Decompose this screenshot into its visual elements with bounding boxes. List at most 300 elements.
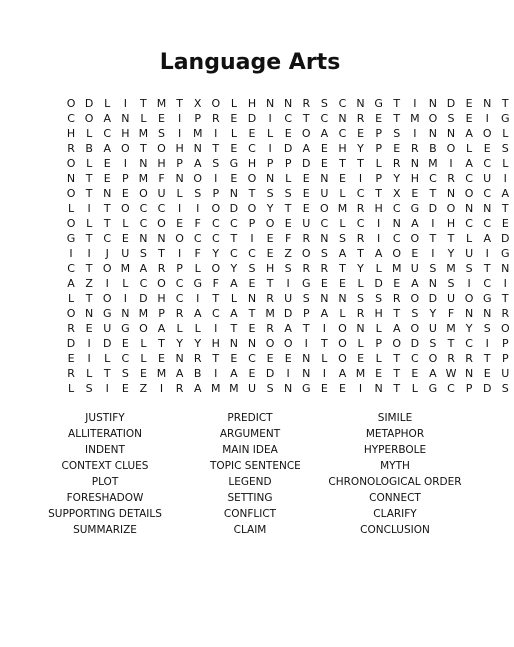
- grid-letter: Y: [465, 322, 473, 335]
- grid-letter: N: [103, 187, 112, 200]
- grid-letter: N: [265, 97, 275, 110]
- grid-letter: G: [501, 112, 510, 125]
- grid-letter: B: [193, 367, 202, 380]
- grid-letter: H: [338, 142, 347, 155]
- grid-letter: M: [337, 202, 348, 215]
- word-list-item: SETTING: [227, 492, 273, 504]
- grid-letter: N: [193, 142, 202, 155]
- grid-letter: C: [483, 187, 492, 200]
- grid-letter: E: [230, 352, 238, 365]
- grid-letter: A: [374, 247, 383, 260]
- grid-letter: A: [103, 142, 111, 155]
- grid-letter: G: [121, 322, 130, 335]
- grid-letter: C: [230, 217, 238, 230]
- grid-letter: C: [175, 292, 184, 305]
- word-list-item: JUSTIFY: [85, 412, 125, 424]
- grid-letter: T: [85, 292, 93, 305]
- word-list-item: CONFLICT: [223, 508, 277, 520]
- grid-letter: C: [465, 172, 473, 185]
- grid-letter: L: [140, 112, 147, 125]
- grid-letter: T: [375, 187, 382, 200]
- grid-letter: M: [229, 382, 239, 395]
- grid-letter: G: [66, 232, 76, 245]
- grid-letter: U: [446, 292, 456, 305]
- word-list-item: FORESHADOW: [66, 492, 144, 504]
- grid-letter: O: [211, 202, 221, 215]
- grid-letter: C: [483, 157, 492, 170]
- grid-letter: E: [121, 382, 129, 395]
- grid-letter: C: [139, 217, 148, 230]
- grid-letter: T: [302, 112, 310, 125]
- grid-letter: N: [175, 172, 184, 185]
- grid-letter: P: [375, 127, 382, 140]
- grid-letter: G: [302, 277, 311, 290]
- grid-letter: A: [284, 322, 292, 335]
- grid-row: [62, 306, 514, 321]
- grid-letter: M: [138, 172, 149, 185]
- grid-letter: O: [265, 337, 275, 350]
- grid-letter: G: [501, 247, 510, 260]
- grid-letter: L: [230, 292, 237, 305]
- grid-letter: S: [85, 382, 93, 395]
- grid-letter: O: [464, 292, 474, 305]
- grid-letter: M: [428, 157, 438, 170]
- grid-letter: N: [320, 232, 329, 245]
- grid-letter: Y: [194, 337, 202, 350]
- grid-letter: E: [357, 352, 365, 365]
- grid-letter: P: [501, 337, 509, 350]
- grid-letter: S: [501, 382, 509, 395]
- grid-letter: M: [446, 322, 456, 335]
- grid-letter: E: [320, 277, 328, 290]
- grid-letter: E: [248, 322, 256, 335]
- grid-letter: N: [410, 157, 419, 170]
- grid-letter: P: [284, 157, 292, 170]
- grid-letter: U: [483, 172, 492, 185]
- grid-letter: I: [413, 97, 417, 110]
- grid-letter: P: [375, 337, 382, 350]
- grid-letter: E: [158, 352, 165, 365]
- grid-letter: T: [103, 217, 111, 230]
- word-list-row: [0, 506, 500, 522]
- grid-row: [62, 141, 514, 156]
- grid-letter: T: [429, 187, 437, 200]
- grid-letter: G: [302, 382, 311, 395]
- grid-letter: L: [339, 217, 346, 230]
- grid-letter: O: [320, 202, 329, 215]
- grid-letter: R: [211, 112, 220, 125]
- grid-letter: X: [392, 187, 401, 200]
- grid-letter: P: [375, 172, 382, 185]
- grid-row: [62, 246, 514, 261]
- grid-letter: I: [467, 277, 471, 290]
- grid-letter: N: [121, 307, 130, 320]
- grid-letter: I: [87, 247, 91, 260]
- grid-row: [62, 276, 514, 291]
- grid-letter: U: [284, 292, 293, 305]
- grid-letter: A: [157, 322, 166, 335]
- grid-letter: T: [393, 307, 401, 320]
- grid-letter: P: [212, 187, 220, 200]
- grid-letter: C: [230, 247, 238, 260]
- grid-letter: N: [483, 307, 492, 320]
- grid-letter: L: [466, 232, 473, 245]
- word-search-grid: [62, 96, 514, 396]
- grid-letter: E: [483, 142, 491, 155]
- grid-letter: R: [356, 307, 365, 320]
- grid-letter: L: [502, 157, 509, 170]
- grid-letter: O: [66, 157, 76, 170]
- grid-letter: E: [338, 382, 346, 395]
- grid-letter: O: [120, 202, 130, 215]
- grid-letter: A: [465, 127, 473, 140]
- grid-letter: N: [284, 97, 293, 110]
- grid-letter: N: [320, 172, 329, 185]
- grid-letter: E: [85, 322, 93, 335]
- grid-letter: P: [248, 217, 256, 230]
- word-list-item: ARGUMENT: [219, 428, 281, 440]
- grid-letter: H: [211, 337, 220, 350]
- grid-letter: L: [230, 97, 237, 110]
- grid-letter: P: [122, 172, 129, 185]
- grid-letter: D: [410, 337, 420, 350]
- grid-letter: C: [157, 202, 166, 215]
- grid-letter: T: [176, 97, 183, 110]
- grid-letter: E: [501, 217, 509, 230]
- grid-letter: E: [357, 127, 365, 140]
- grid-letter: T: [339, 262, 346, 275]
- grid-letter: T: [302, 322, 310, 335]
- grid-letter: E: [67, 352, 75, 365]
- grid-letter: Y: [429, 307, 437, 320]
- grid-letter: B: [85, 142, 93, 155]
- word-list-item: CONNECT: [369, 492, 421, 504]
- grid-letter: E: [411, 367, 419, 380]
- grid-letter: G: [410, 202, 420, 215]
- grid-letter: N: [446, 187, 456, 200]
- grid-letter: D: [501, 232, 510, 245]
- grid-letter: H: [157, 157, 166, 170]
- grid-letter: R: [193, 352, 202, 365]
- grid-letter: I: [268, 112, 272, 125]
- grid-letter: C: [248, 247, 256, 260]
- grid-letter: O: [301, 247, 311, 260]
- grid-letter: O: [301, 127, 311, 140]
- grid-letter: E: [375, 112, 383, 125]
- grid-letter: S: [320, 247, 328, 260]
- grid-letter: N: [446, 127, 456, 140]
- grid-letter: D: [102, 337, 112, 350]
- grid-letter: E: [266, 352, 274, 365]
- grid-letter: N: [247, 337, 257, 350]
- grid-letter: I: [503, 277, 507, 290]
- grid-letter: N: [501, 262, 510, 275]
- grid-letter: Z: [85, 277, 93, 290]
- grid-letter: R: [266, 322, 274, 335]
- grid-letter: T: [158, 247, 165, 260]
- grid-letter: I: [268, 142, 272, 155]
- grid-row: [62, 321, 514, 336]
- grid-row: [62, 366, 514, 381]
- grid-letter: C: [392, 232, 401, 245]
- grid-letter: N: [464, 367, 474, 380]
- grid-letter: C: [447, 382, 455, 395]
- grid-letter: O: [247, 172, 257, 185]
- grid-letter: R: [411, 142, 419, 155]
- grid-letter: L: [104, 352, 111, 365]
- grid-letter: C: [338, 97, 347, 110]
- grid-letter: N: [428, 127, 438, 140]
- grid-letter: E: [230, 112, 238, 125]
- grid-letter: I: [105, 382, 109, 395]
- word-list-item: CONTEXT CLUES: [61, 460, 149, 472]
- grid-row: [62, 171, 514, 186]
- page-title: Language Arts: [159, 50, 341, 75]
- grid-letter: S: [393, 127, 401, 140]
- grid-row: [62, 111, 514, 126]
- grid-letter: D: [446, 97, 456, 110]
- grid-letter: F: [212, 277, 219, 290]
- grid-letter: O: [66, 187, 76, 200]
- grid-letter: L: [122, 277, 129, 290]
- grid-letter: I: [286, 277, 290, 290]
- grid-letter: I: [177, 112, 182, 125]
- grid-letter: S: [284, 187, 292, 200]
- grid-letter: A: [193, 157, 202, 170]
- grid-letter: S: [158, 127, 165, 140]
- grid-letter: I: [214, 367, 218, 380]
- grid-letter: E: [248, 277, 256, 290]
- grid-letter: L: [285, 172, 292, 185]
- grid-row: [62, 186, 514, 201]
- grid-letter: T: [230, 322, 238, 335]
- grid-letter: E: [103, 172, 111, 185]
- grid-letter: Y: [357, 262, 364, 275]
- grid-letter: S: [121, 367, 129, 380]
- grid-letter: O: [410, 232, 420, 245]
- grid-letter: N: [265, 172, 275, 185]
- grid-letter: L: [176, 187, 183, 200]
- word-list-row: [0, 522, 500, 538]
- grid-letter: R: [320, 262, 329, 275]
- grid-letter: N: [121, 112, 130, 125]
- grid-letter: I: [87, 202, 91, 215]
- grid-letter: S: [266, 187, 274, 200]
- grid-letter: D: [283, 307, 293, 320]
- grid-letter: N: [428, 97, 438, 110]
- grid-letter: S: [447, 112, 455, 125]
- grid-letter: T: [393, 112, 401, 125]
- grid-letter: M: [138, 307, 149, 320]
- grid-letter: S: [212, 157, 220, 170]
- grid-letter: I: [177, 202, 182, 215]
- grid-letter: A: [139, 262, 148, 275]
- grid-letter: C: [483, 277, 492, 290]
- grid-letter: U: [320, 187, 329, 200]
- grid-letter: E: [320, 157, 328, 170]
- grid-letter: C: [410, 352, 419, 365]
- grid-letter: E: [338, 172, 346, 185]
- grid-letter: I: [358, 172, 363, 185]
- grid-letter: T: [85, 232, 93, 245]
- grid-letter: C: [175, 277, 184, 290]
- grid-letter: D: [374, 277, 383, 290]
- grid-letter: I: [377, 232, 381, 245]
- word-list-item: MYTH: [380, 460, 410, 472]
- grid-letter: N: [66, 172, 76, 185]
- grid-letter: U: [428, 322, 437, 335]
- grid-letter: T: [103, 367, 111, 380]
- grid-letter: T: [429, 232, 437, 245]
- grid-letter: E: [465, 112, 473, 125]
- grid-letter: O: [157, 142, 166, 155]
- grid-letter: E: [302, 202, 310, 215]
- grid-letter: O: [410, 292, 420, 305]
- grid-letter: S: [284, 262, 292, 275]
- grid-letter: O: [392, 337, 402, 350]
- grid-letter: A: [429, 367, 437, 380]
- grid-letter: U: [157, 187, 166, 200]
- grid-letter: T: [501, 202, 509, 215]
- grid-letter: E: [121, 337, 129, 350]
- grid-letter: C: [103, 232, 112, 245]
- grid-letter: N: [284, 382, 293, 395]
- grid-letter: D: [66, 337, 76, 350]
- grid-letter: P: [176, 262, 183, 275]
- grid-letter: I: [196, 202, 200, 215]
- grid-letter: C: [465, 337, 473, 350]
- grid-letter: A: [175, 367, 184, 380]
- word-list-item: CHRONOLOGICAL ORDER: [328, 476, 462, 488]
- grid-letter: U: [465, 247, 474, 260]
- grid-letter: E: [483, 367, 491, 380]
- grid-letter: N: [157, 232, 166, 245]
- word-list-item: PLOT: [91, 476, 119, 488]
- grid-letter: O: [428, 352, 438, 365]
- grid-letter: F: [194, 247, 201, 260]
- grid-letter: O: [102, 262, 112, 275]
- grid-letter: T: [357, 157, 364, 170]
- grid-letter: S: [501, 142, 509, 155]
- grid-letter: A: [193, 382, 202, 395]
- grid-letter: L: [339, 187, 346, 200]
- grid-letter: M: [265, 307, 275, 320]
- grid-letter: A: [392, 322, 401, 335]
- grid-letter: D: [428, 202, 438, 215]
- word-list-item: CLAIM: [233, 524, 267, 536]
- grid-letter: H: [66, 127, 76, 140]
- grid-letter: T: [483, 262, 491, 275]
- grid-letter: S: [429, 262, 437, 275]
- grid-letter: P: [194, 112, 202, 125]
- grid-letter: Y: [393, 172, 401, 185]
- grid-letter: L: [122, 217, 129, 230]
- grid-letter: R: [447, 352, 455, 365]
- grid-letter: I: [105, 277, 109, 290]
- grid-letter: T: [447, 337, 455, 350]
- grid-letter: N: [483, 202, 492, 215]
- grid-row: [62, 201, 514, 216]
- grid-letter: T: [339, 157, 346, 170]
- grid-letter: R: [392, 157, 401, 170]
- grid-letter: Y: [357, 142, 364, 155]
- grid-letter: L: [86, 127, 93, 140]
- grid-letter: P: [302, 307, 310, 320]
- grid-letter: I: [286, 367, 290, 380]
- grid-letter: Z: [284, 247, 292, 260]
- grid-letter: N: [302, 352, 311, 365]
- grid-letter: L: [86, 217, 93, 230]
- grid-letter: M: [446, 262, 456, 275]
- grid-letter: S: [429, 337, 437, 350]
- word-list-row: [0, 410, 500, 426]
- grid-letter: N: [139, 157, 148, 170]
- grid-letter: L: [67, 292, 75, 305]
- grid-letter: A: [103, 112, 111, 125]
- grid-letter: E: [284, 217, 292, 230]
- grid-letter: T: [393, 367, 401, 380]
- grid-letter: R: [157, 262, 166, 275]
- grid-row: [62, 291, 514, 306]
- grid-letter: E: [375, 367, 383, 380]
- grid-letter: L: [466, 142, 473, 155]
- grid-letter: L: [357, 337, 364, 350]
- word-list-item: HYPERBOLE: [363, 444, 427, 456]
- grid-letter: U: [247, 382, 257, 395]
- grid-letter: E: [393, 277, 401, 290]
- grid-letter: C: [211, 307, 220, 320]
- grid-row: [62, 126, 514, 141]
- grid-letter: C: [139, 202, 148, 215]
- grid-letter: W: [445, 367, 457, 380]
- grid-letter: S: [194, 187, 202, 200]
- grid-letter: I: [304, 337, 308, 350]
- grid-letter: C: [139, 277, 148, 290]
- grid-letter: M: [192, 127, 203, 140]
- grid-letter: N: [175, 352, 184, 365]
- grid-letter: E: [176, 217, 184, 230]
- grid-letter: M: [156, 97, 167, 110]
- grid-letter: L: [375, 262, 382, 275]
- grid-letter: T: [85, 262, 93, 275]
- grid-letter: P: [501, 352, 509, 365]
- grid-letter: T: [230, 232, 238, 245]
- grid-letter: I: [377, 217, 381, 230]
- grid-letter: R: [67, 322, 75, 335]
- grid-letter: O: [446, 202, 456, 215]
- grid-letter: E: [158, 112, 165, 125]
- grid-letter: O: [66, 307, 76, 320]
- grid-letter: A: [230, 367, 238, 380]
- grid-letter: A: [483, 232, 491, 245]
- word-list-row: [0, 490, 500, 506]
- grid-letter: O: [84, 112, 94, 125]
- grid-letter: O: [139, 187, 148, 200]
- grid-row: [62, 156, 514, 171]
- grid-letter: E: [230, 142, 238, 155]
- word-list: [0, 410, 500, 538]
- grid-letter: C: [67, 112, 75, 125]
- grid-letter: O: [338, 322, 347, 335]
- grid-letter: U: [501, 367, 510, 380]
- word-list-item: SIMILE: [377, 412, 413, 424]
- grid-letter: C: [193, 232, 202, 245]
- grid-letter: E: [248, 127, 256, 140]
- grid-letter: N: [356, 322, 365, 335]
- grid-letter: O: [283, 337, 293, 350]
- grid-letter: D: [229, 202, 239, 215]
- grid-letter: I: [413, 127, 417, 140]
